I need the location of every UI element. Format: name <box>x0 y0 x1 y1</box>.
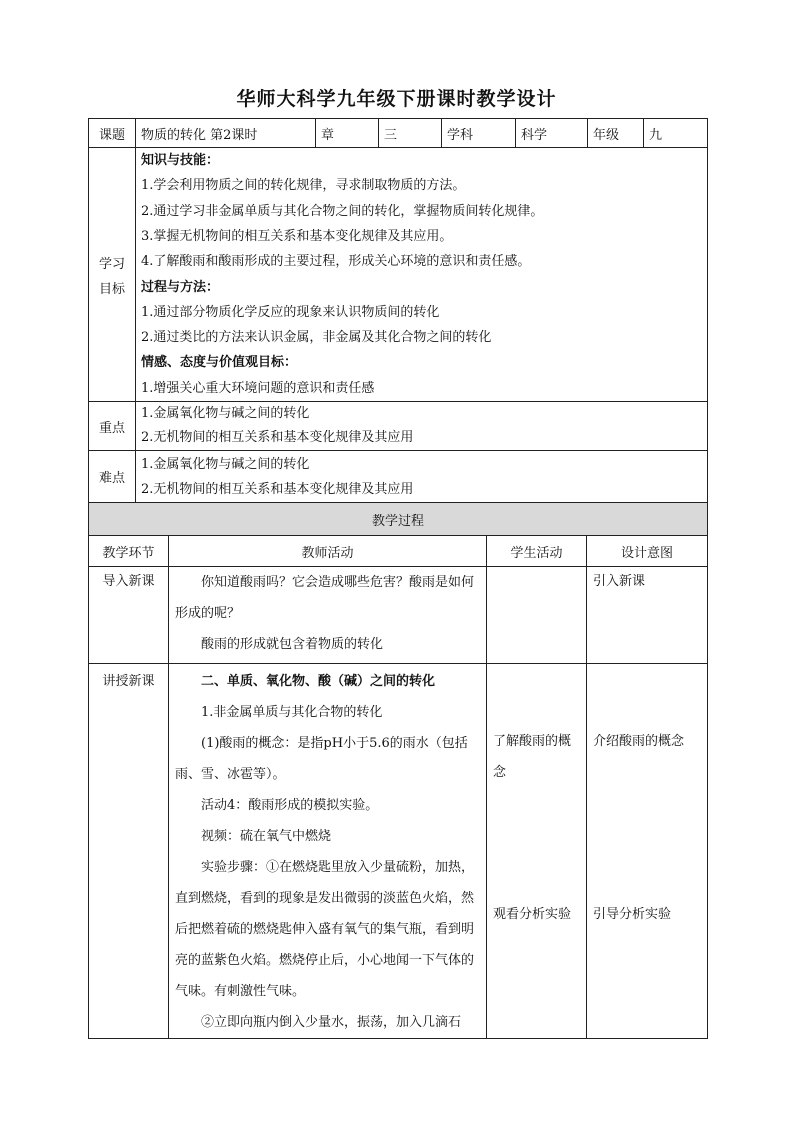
intro-teacher-text: 酸雨的形成就包含着物质的转化 <box>201 637 384 652</box>
difficult-point-item: 1.金属氧化物与碱之间的转化 <box>141 456 310 472</box>
subject-label: 学科 <box>442 119 516 148</box>
knowledge-item: 1.学会利用物质之间的转化规律，寻求制取物质的方法。 <box>141 178 466 194</box>
intro-stage: 导入新课 <box>89 567 169 664</box>
difficult-points-label: 难点 <box>89 451 136 503</box>
lecture-teacher-text: 1.非金属单质与其化合物的转化 <box>201 705 383 720</box>
header-stage: 教学环节 <box>89 536 169 567</box>
lecture-stage: 讲授新课 <box>89 664 169 1039</box>
lecture-teacher-text: ②立即向瓶内倒入少量水，振荡，加入几滴石 <box>201 1015 462 1030</box>
knowledge-item: 4.了解酸雨和酸雨形成的主要过程，形成关心环境的意识和责任感。 <box>141 254 531 270</box>
course-info-table <box>88 118 708 503</box>
intro-teacher-text: 你知道酸雨吗？它会造成哪些危害？酸雨是如何形成的呢？ <box>175 575 475 621</box>
lecture-student-1: 了解酸雨的概念 <box>493 734 572 780</box>
process-heading: 过程与方法： <box>141 279 220 295</box>
subject-value: 科学 <box>516 119 588 148</box>
header-student: 学生活动 <box>487 536 587 567</box>
process-banner: 教学过程 <box>89 503 708 536</box>
lecture-teacher-text: 活动4：酸雨形成的模拟实验。 <box>201 798 379 813</box>
emotion-item: 1.增强关心重大环境问题的意识和责任感 <box>141 380 375 396</box>
objectives-label: 学习 目标 <box>89 148 136 402</box>
header-intent: 设计意图 <box>587 536 708 567</box>
knowledge-item: 2.通过学习非金属单质与其化合物之间的转化，掌握物质间转化规律。 <box>141 203 544 219</box>
difficult-points-content <box>136 451 708 503</box>
lecture-heading: 二、单质、氧化物、酸（碱）之间的转化 <box>201 674 436 689</box>
key-points-content <box>136 402 708 451</box>
key-point-item: 2.无机物间的相互关系和基本变化规律及其应用 <box>141 430 414 445</box>
objectives-content <box>136 148 708 402</box>
topic-value: 物质的转化 第2课时 <box>136 119 316 148</box>
lecture-teacher-text: 视频：硫在氧气中燃烧 <box>201 829 332 844</box>
grade-label: 年级 <box>588 119 644 148</box>
lecture-teacher <box>169 664 487 1039</box>
lecture-teacher-text: 实验步骤：①在燃烧匙里放入少量硫粉，加热，直到燃烧，看到的现象是发出微弱的淡蓝色火焰，然后把燃着硫的燃烧匙伸入盛有氧气的集气瓶，看到明亮的蓝紫色火焰。燃烧停止后，小心地闻一下气体的气味。有刺激性气味。 <box>175 860 475 999</box>
topic-label: 课题 <box>89 119 136 148</box>
key-point-item: 1.金属氧化物与碱之间的转化 <box>141 406 310 421</box>
lecture-student-2: 观看分析实验 <box>493 907 572 922</box>
lecture-intent-1: 介绍酸雨的概念 <box>593 734 685 749</box>
difficult-point-item: 2.无机物间的相互关系和基本变化规律及其应用 <box>141 481 414 497</box>
intro-teacher <box>169 567 487 664</box>
process-item: 2.通过类比的方法来认识金属，非金属及其化合物之间的转化 <box>141 330 492 346</box>
chapter-value: 三 <box>379 119 442 148</box>
intro-student <box>487 567 587 664</box>
knowledge-heading: 知识与技能： <box>141 153 220 169</box>
chapter-label: 章 <box>316 119 379 148</box>
teaching-process-table <box>88 502 708 1039</box>
grade-value: 九 <box>644 119 708 148</box>
key-points-label: 重点 <box>89 402 136 451</box>
lecture-intent <box>587 664 708 1039</box>
lecture-intent-2: 引导分析实验 <box>593 907 672 922</box>
document-title: 华师大科学九年级下册课时教学设计 <box>236 88 557 110</box>
header-teacher: 教师活动 <box>169 536 487 567</box>
intro-intent: 引入新课 <box>587 567 708 664</box>
knowledge-item: 3.掌握无机物间的相互关系和基本变化规律及其应用。 <box>141 228 453 244</box>
process-item: 1.通过部分物质化学反应的现象来认识物质间的转化 <box>141 304 440 320</box>
lecture-teacher-text: (1)酸雨的概念：是指pH小于5.6的雨水（包括雨、雪、冰雹等）。 <box>175 736 468 782</box>
lecture-student <box>487 664 587 1039</box>
emotion-heading: 情感、态度与价值观目标： <box>141 355 298 371</box>
